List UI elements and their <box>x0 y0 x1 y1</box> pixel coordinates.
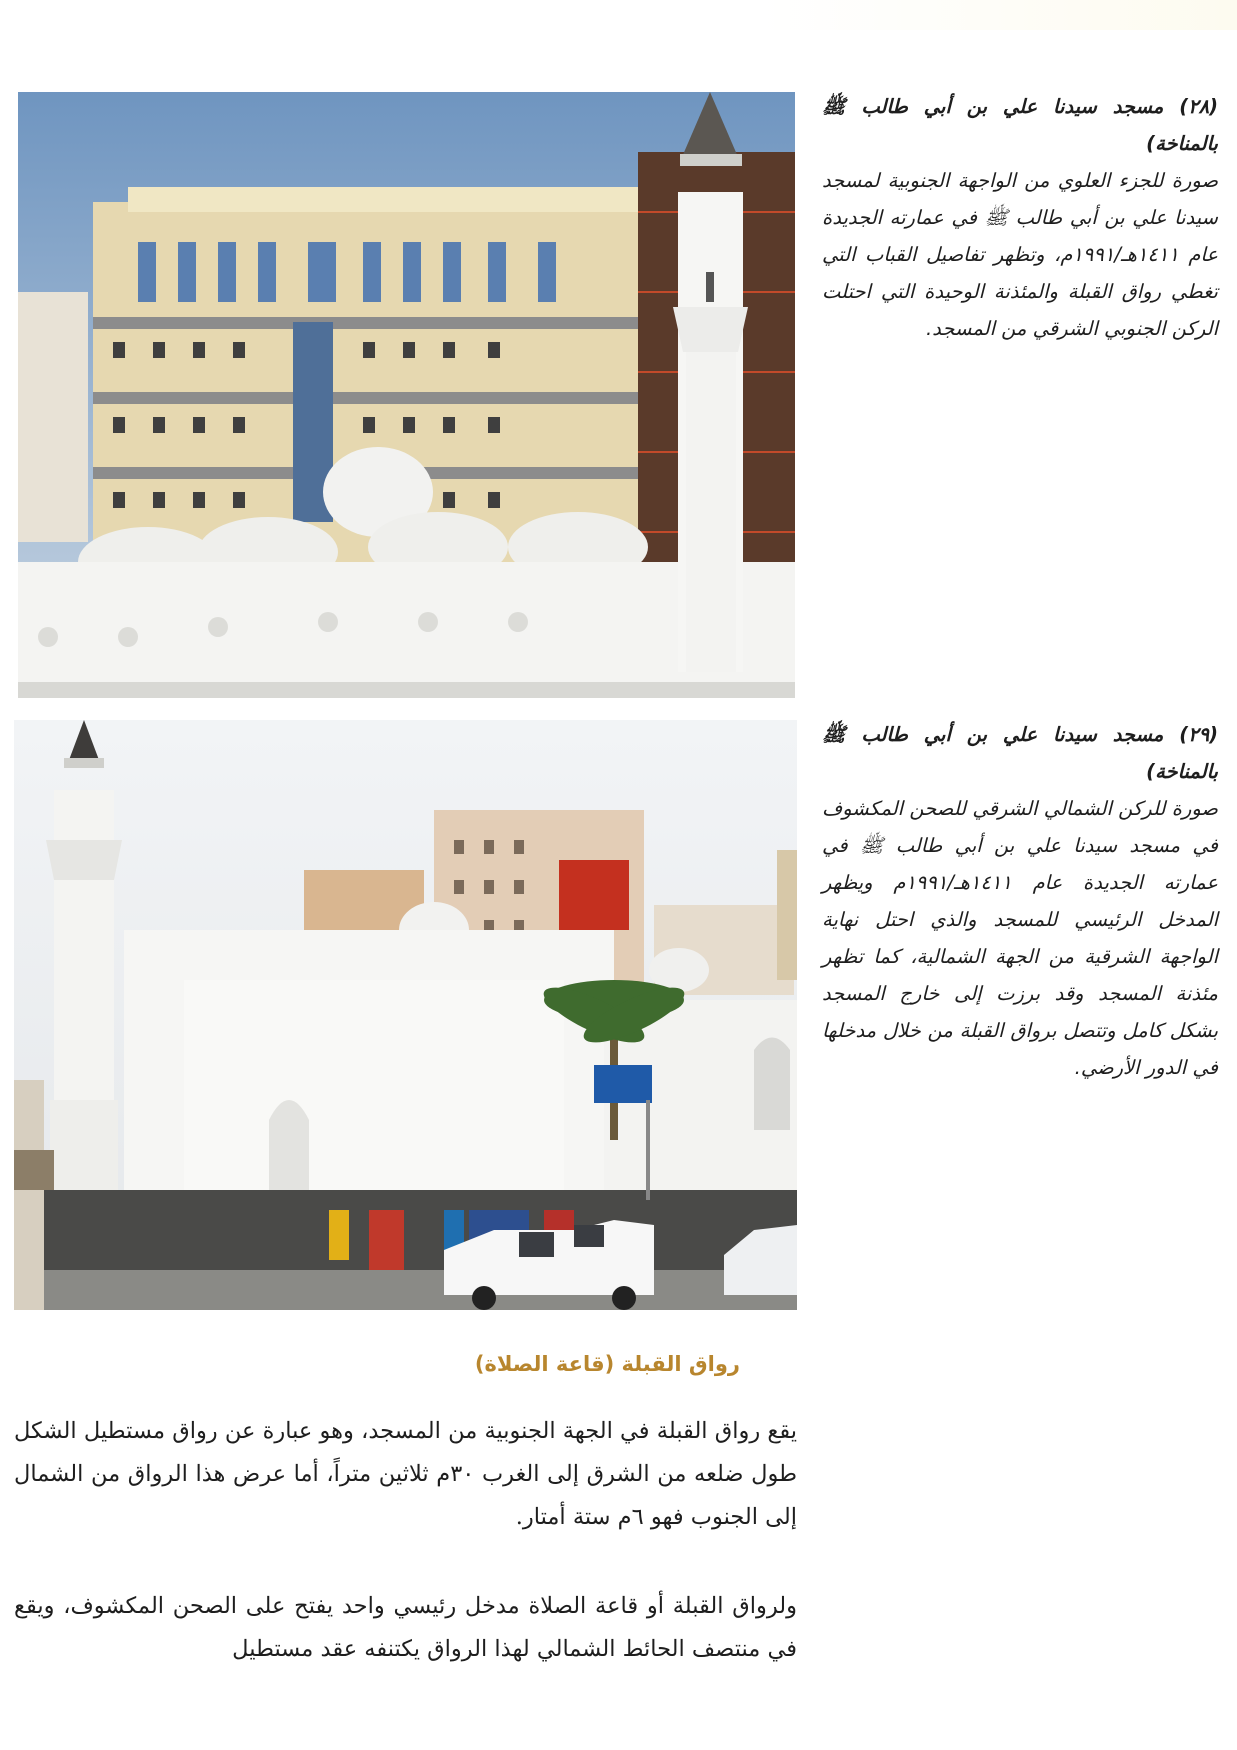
photo-caption-28 <box>822 88 1218 347</box>
photo-mosque-northeast-corner <box>14 720 797 1310</box>
section-heading: رواق القبلة (قاعة الصلاة) <box>474 1352 740 1376</box>
caption-title: (٢٩) مسجد سيدنا علي بن أبي طالب ﷺ بالمناخة) <box>822 723 1218 783</box>
body-paragraph: يقع رواق القبلة في الجهة الجنوبية من المسجد، وهو عبارة عن رواق مستطيل الشكل طول ضلعه من الشرق إلى الغرب ٣٠م ثلاثين متراً، أما عرض هذا الرواق من الشمال إلى الجنوب فهو ٦م ستة أمتار. <box>14 1418 797 1530</box>
photo-caption-29 <box>822 716 1218 1086</box>
caption-body: صورة للجزء العلوي من الواجهة الجنوبية لمسجد سيدنا علي بن أبي طالب ﷺ في عمارته الجديدة عام ١٤١١هـ/١٩٩١م، وتظهر تفاصيل القباب التي تغطي رواق القبلة والمئذنة الوحيدة التي احتلت الركن الجنوبي الشرقي من المسجد. <box>822 169 1218 340</box>
caption-body: صورة للركن الشمالي الشرقي للصحن المكشوف في مسجد سيدنا علي بن أبي طالب ﷺ في عمارته الجديدة عام ١٤١١هـ/١٩٩١م ويظهر المدخل الرئيسي للمسجد والذي احتل نهاية الواجهة الشرقية من الجهة الشمالية، كما تظهر مئذنة المسجد وقد برزت إلى خارج المسجد بشكل كامل وتتصل برواق القبلة من خلال مدخلها في الدور الأرضي. <box>822 797 1218 1079</box>
photo-mosque-northeast-corner-image <box>14 720 797 1310</box>
photo-mosque-south-facade-image <box>18 92 795 698</box>
body-paragraph: ولرواق القبلة أو قاعة الصلاة مدخل رئيسي واحد يفتح على الصحن المكشوف، ويقع في منتصف الحائط الشمالي لهذا الرواق يكتنفه عقد مستطيل <box>14 1593 797 1662</box>
photo-mosque-south-facade <box>18 92 795 698</box>
top-decorative-strip <box>760 0 1237 30</box>
caption-title: (٢٨) مسجد سيدنا علي بن أبي طالب ﷺ بالمناخة) <box>822 95 1218 155</box>
